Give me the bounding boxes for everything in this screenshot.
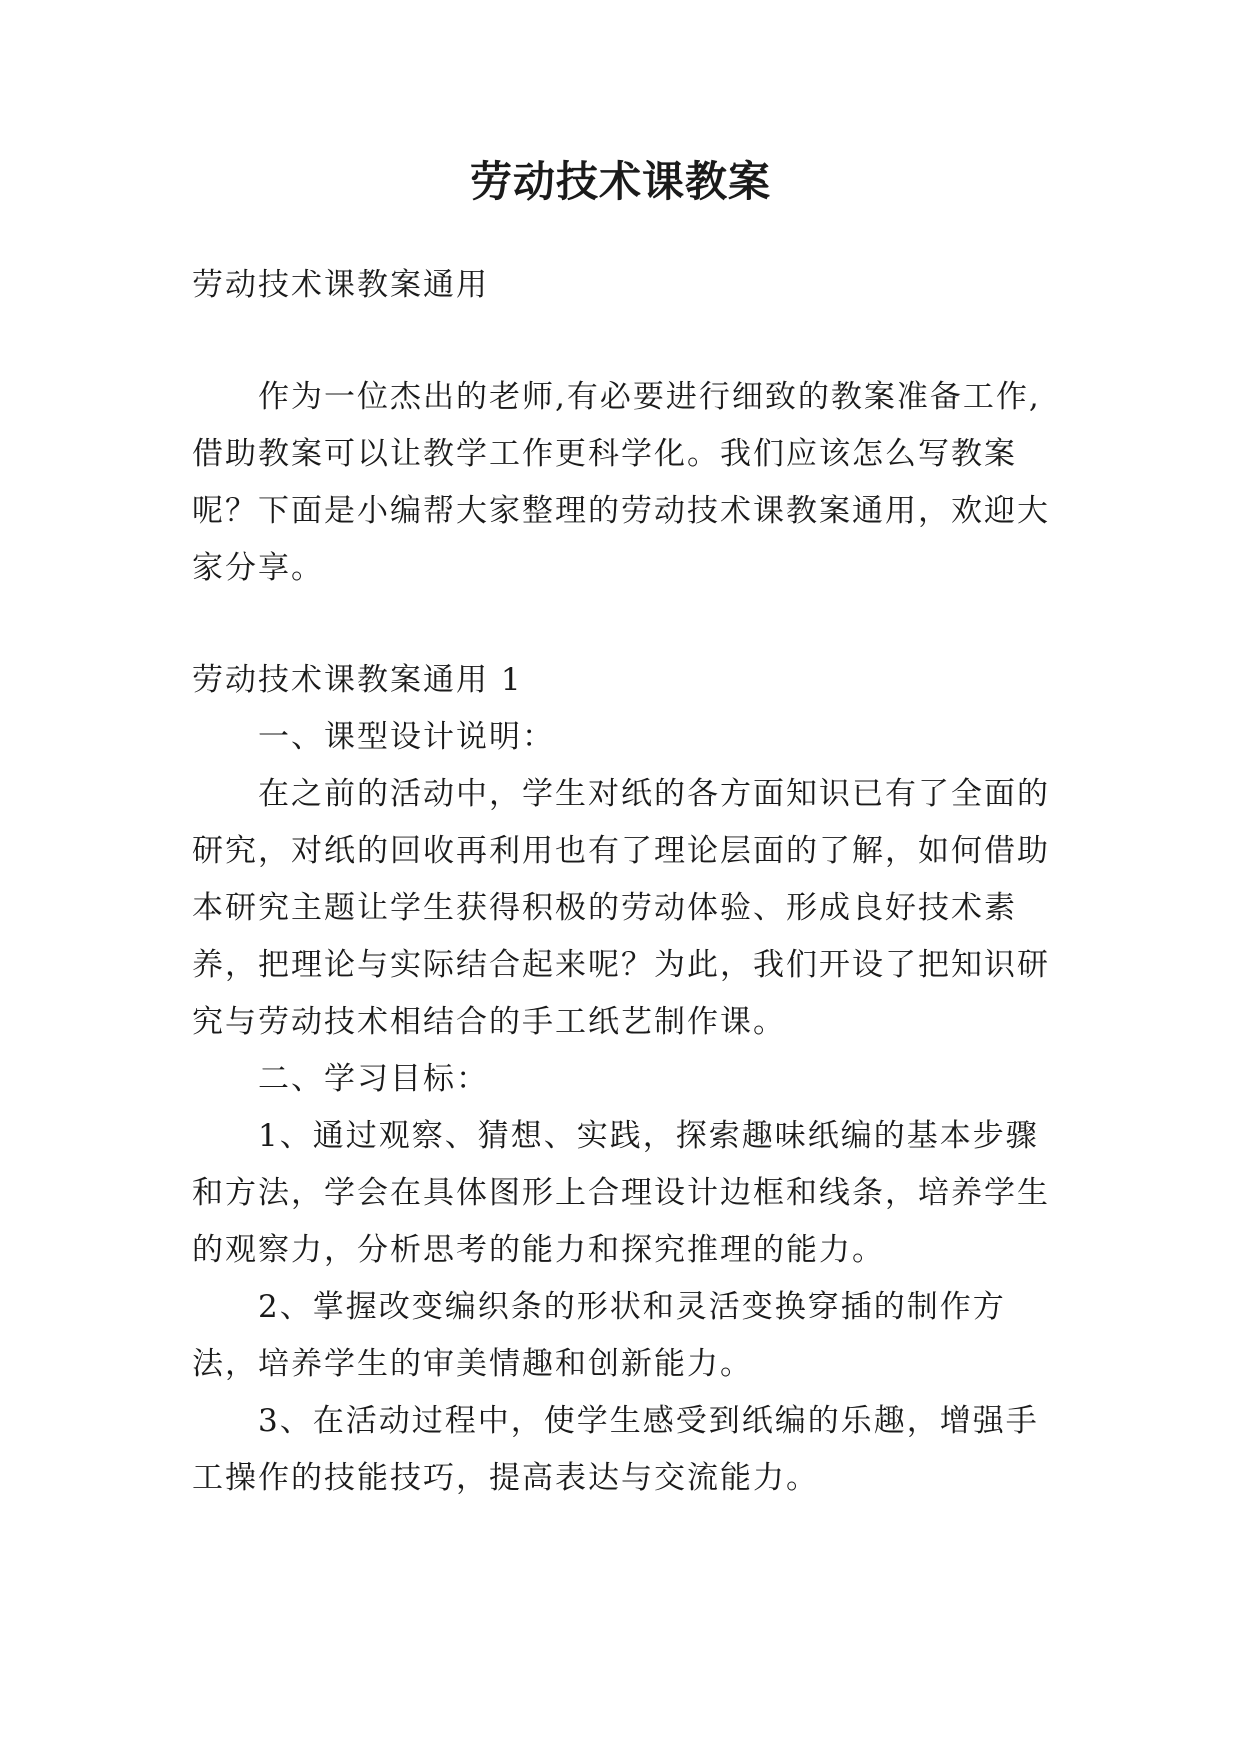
intro-paragraph: 作为一位杰出的老师,有必要进行细致的教案准备工作,借助教案可以让教学工作更科学化。我们应该怎么写教案呢？下面是小编帮大家整理的劳动技术课教案通用，欢迎大家分享。 xyxy=(192,379,1050,586)
paragraph-design-text: 在之前的活动中，学生对纸的各方面知识已有了全面的研究，对纸的回收再利用也有了理论层面的了解，如何借助本研究主题让学生获得积极的劳动体验、形成良好技术素养，把理论与实际结合起来呢？为此，我们开设了把知识研究与劳动技术相结合的手工纸艺制作课。 xyxy=(192,776,1050,1040)
document-body xyxy=(192,257,1060,1507)
paragraph-goal-1: 1、通过观察、猜想、实践，探索趣味纸编的基本步骤和方法，学会在具体图形上合理设计边框和线条，培养学生的观察力，分析思考的能力和探究推理的能力。 xyxy=(192,1118,1050,1268)
paragraph-design-heading: 一、课型设计说明： xyxy=(258,719,555,755)
paragraph-goal-3: 3、在活动过程中，使学生感受到纸编的乐趣，增强手工操作的技能技巧，提高表达与交流能力。 xyxy=(192,1403,1039,1496)
paragraph-goals-heading: 二、学习目标： xyxy=(258,1061,489,1097)
document-subtitle: 劳动技术课教案通用 xyxy=(192,267,489,303)
section-heading: 劳动技术课教案通用 1 xyxy=(192,662,523,698)
paragraph-goal-2: 2、掌握改变编织条的形状和灵活变换穿插的制作方法，培养学生的审美情趣和创新能力。 xyxy=(192,1289,1006,1382)
document-title: 劳动技术课教案 xyxy=(469,157,771,206)
